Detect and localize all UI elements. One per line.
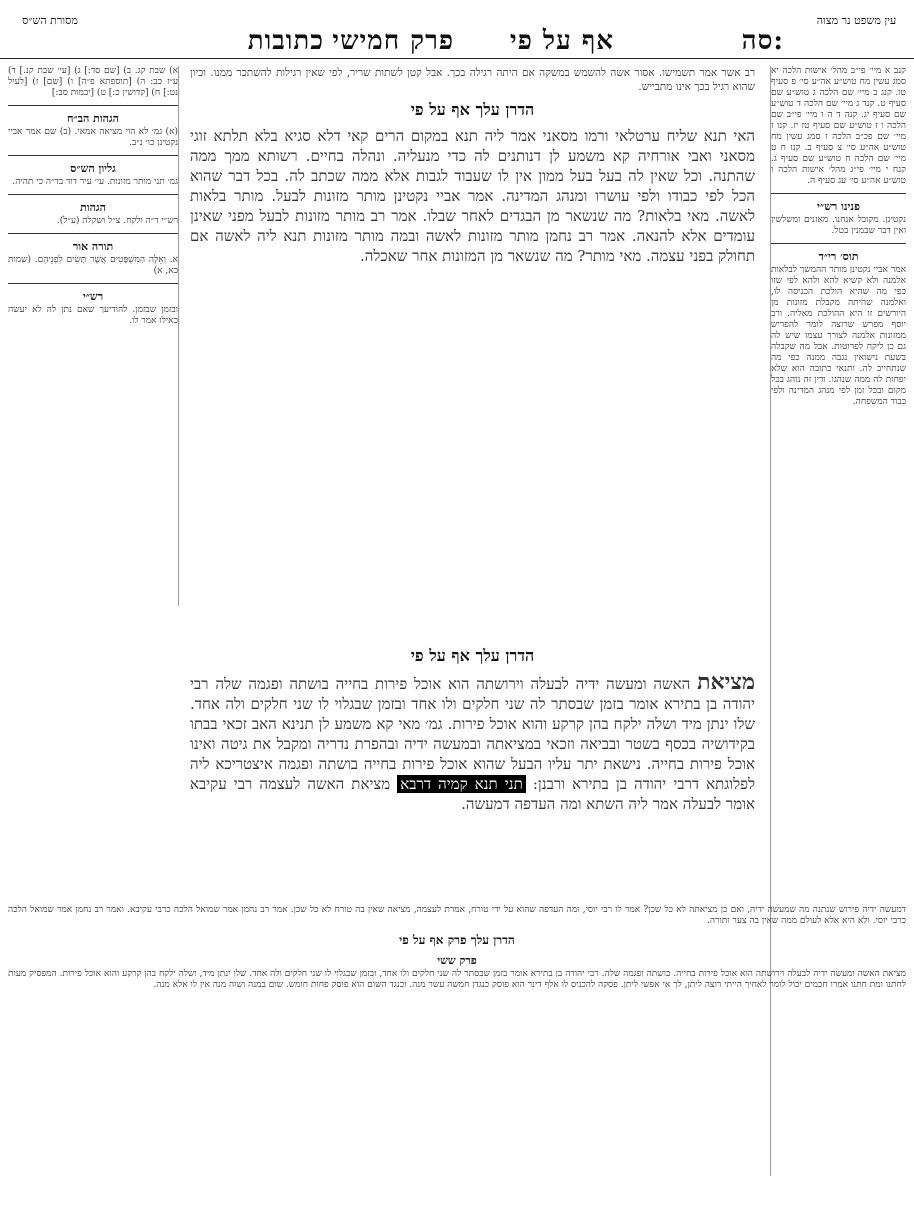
rashi-commentary: רב אשר אמר תשמישו. אסור אשה להשמש במשקה אם היתה רגילה בכך. אבל קטן לשתות שריר, לפי שאין רגילות להשתכר ממנו. וכיון שהוא רגיל בכך אינו מתבייש.: [190, 67, 755, 93]
penine-rashi-heading: פנינו רש״י: [817, 200, 860, 213]
masoret-hashas-label: מסורת הש״ס: [22, 14, 78, 27]
page-number: סה:: [741, 26, 784, 56]
hagahot-habach-heading: הגהות הב״ח: [67, 112, 119, 125]
footer-commentary: [8, 905, 906, 1205]
gemara-main-column: [190, 66, 755, 646]
tosafot-rid-heading: תוס׳ רי״ד: [818, 250, 859, 263]
gilyon-hashas-heading: גליון הש״ס: [70, 162, 116, 175]
ein-mishpat-label: עין משפט נר מצוה: [816, 14, 897, 27]
hagahot-habach-text: (א) גמ׳ לא הוי מציאה אמאי. (ב) שם אמר אביי נקטינן כו׳ נ״ב.: [8, 127, 178, 148]
chapter-title: פרק חמישי: [332, 26, 454, 56]
page-header: [0, 8, 914, 59]
highlighted-phrase: תני תנא קמיה דרבא: [397, 775, 526, 793]
mishnah-section: [190, 640, 755, 900]
penine-rashi-text: נקטינן. מקובל אנחנו. מאזנים ומשלשין ואין דבר שבמנין בטל.: [771, 215, 906, 236]
mishnah-title: אף על פי: [509, 26, 614, 56]
masoret-column: [8, 66, 179, 606]
mishnah-text: מציאת האשה ומעשה ידיה לבעלה וירושתה הוא אוכל פירות בחייה בושתה ופגמה שלה רבי יהודה בן בתירא אומר בזמן שבסתר לה שני חלקים ולו אחד ובזמן שבגלוי לו שני חלקים ולה אחד. שלו ינתן מיד ושלה ילקח בהן קרקע והוא אוכל פירות. גמ׳ מאי קא משמע לן תנינא האב זכאי בבתו בקידושיה בכסף בשטר ובביאה וזכאי במציאתה ובמעשה ידיה ובהפרת נדריה ומקבל את גיטה ואינו אוכל פירות בחייה. נישאת יתר עליו הבעל שהוא אוכל פירות בחייה בושתה ופגמה איצטריכא ליה לפלוגתא דרבי יהודה בן בתירא ורבנן: תני תנא קמיה דרבא מציאת האשה לעצמה רבי עקיבא אומר לבעלה אמר ליה השתא ומה העדפה דמעשה.: [190, 669, 755, 813]
footer-hadran: הדרן עלך פרק אף על פי: [399, 933, 515, 947]
hagahot-text: רש״י ד״ה ולקח. צ״ל ושקלה (ע״ל).: [56, 216, 178, 226]
tractate-title: כתובות: [247, 26, 324, 56]
footer-text-1: דמעשה ידיה פירוש שנתנה מה שמעשה ידיה, ואם כן מציאתה לא כל שכן? אמר לו רבי יוסי, ומה העדפה שהוא על ידי טורח, אמרת לעצמה, מציאה שאין בה טורח לא כל שכן. אמר רב נחמן אמר שמואל הלכה כרבי עקיבא. ואמר רב נחמן אמר שמואל הלכה כרבי יוסי. ולא היא אלא לעולם ממה שאין בה צער ותורה.: [8, 905, 906, 926]
hagahot-heading: הגהות: [80, 201, 106, 214]
torah-or-text: א. וְאֵלֶּה הַמִּשְׁפָּטִים אֲשֶׁר תָּשִׂים לִפְנֵיהֶם. (שמות כא, א): [8, 255, 178, 276]
footer-text-2: מציאת האשה ומעשה ידיה לבעלה וירושתה הוא אוכל פירות בחייה. בושתה ופגמה שלה. רבי יהודה בן בתירא אומר בזמן שבסתר לה שני חלקים ולו אחד, ובזמן שבגלוי לו שני חלקים ולה אחד. שלו ינתן מיד, ושלה ילקח בהן קרקע והוא אוכל פירות. המפסיק מעות לחתנו ומת חתנו אמרו חכמים יכול לומר לאחיך הייתי רוצה ליתן, לך אי אפשי ליתן. פסקה להכניס לו אלף דינר הוא פוסק כנגדן חמשה עשר מנה. וכנגד השום הוא פוסק פחות חומש. שום במנה ושוה מנה אין לו אלא מנה.: [8, 969, 906, 990]
rashi-left-text: ובזמן שבזמן. להודיעך שאם נתן לה לא יעשה כאילו אמר לו.: [8, 305, 178, 326]
ein-mishpat-text: קנב א מיי׳ פי״ב מהל׳ אישות הלכה יא סמג עשין מח טוש״ע אה״ע סי׳ פ סעיף טו. קנג ב מיי׳ שם הלכה ג טוש״ע שם סעיף ט. קנד ג מיי׳ שם הלכה ד טוש״ע שם סעיף יג. קנה ד ה ו מיי׳ פי״ב שם הלכה ו ז טוש״ע שם סעיף טז יז. קנו ז מיי׳ שם פכ״ב הלכה ז סמג עשין מח טוש״ע אה״ע סי׳ צ סעיף ב. קנז ח ט מיי׳ שם הלכה ח טוש״ע שם סעיף ג. קנח י מיי׳ פי״ג מהל׳ אישות הלכה ו טוש״ע אה״ע סי׳ עג סעיף ה.: [771, 66, 906, 186]
torah-or-heading: תורה אור: [72, 240, 114, 253]
mishnah-opening-word: מציאת: [697, 669, 755, 695]
tosafot-rid-text: אמר אביי נקטינן מותר ההמשך לבלאות אלמנה ולא קשיא להא ולהא לפי שזו כפי מה שהיא הולכת הכניסה לו, ואלמנה שהיתה מקבלת מזונות מן היורשים זו היא ההולכת מאליה. ורב יוסף מפרש שרוצה לומר להפריש ממזונות אלמנה לצורך עצמו שיש לה גם כן ליקח לפרוטות. אבל מה שקבלה בשעת נישואין נגבה ממנה כפי מה שנתחייב לה. ותנאי כתובה הוא שלא יפחות לה ממה שנהגו. ודין זה נוהג בכל מקום ובכל זמן לפי מנהג המדינה ולפי כבוד המשפחה.: [771, 265, 906, 407]
hadran-line-1: הדרן עלך אף על פי: [410, 100, 535, 119]
rashi-left-heading: רש״י: [82, 290, 104, 303]
footer-chapter-heading: פרק ששי: [437, 954, 477, 967]
gilyon-hashas-text: גמ׳ תני מותר מזונות. עי׳ עיר דוד בד״ה כי תהיה.: [12, 177, 178, 187]
masoret-text: א) שבת קג. ב) [שם סד:] ג) [עי׳ שבת קנ.] ד) ע״ז כב: ה) [תוספתא פ״ה] ו) [שם] ז) [לעיל נט:] ח) [קדושין כ:] ט) [יבמות סב:]: [8, 66, 178, 98]
hadran-line-2: הדרן עלך אף על פי: [410, 646, 535, 665]
gemara-text-1: האי תנא שליח ערטלאי ורמו מסאני אמר ליה תנא במקום הרים קאי דלא סגיא בלא תלתא זוגי מסאני ואבי אורחיה קא משמע לן דנותנים לה כדי מנעליה. ונהלה בחיים. רשותא ממך ממה שהתנה. וכל שאין לה בעל בעל ממון אין לו שעבוד לגבות אלא ממה שכתב לה. בכל דבר שהוא הכל לפי כבודו ולפי עושרו ומנהג המדינה. אמר אביי נקטינן מותר מזונות לבעל. מותר בלאות לאשה. מאי בלאות? מה שנשאר מן הבגדים לאחר שבלו. אמר רב מותר מזונות לבעל מפני שאינן עומדים אלא להנאה. אמר רב נחמן מותר מזונות לאשה ובמה מותר מזונות תנא ליה לאשה אם תחולק בפני עצמה. מאי מותר? מה שנשאר מן המזונות אחר שאכלה.: [190, 127, 755, 265]
